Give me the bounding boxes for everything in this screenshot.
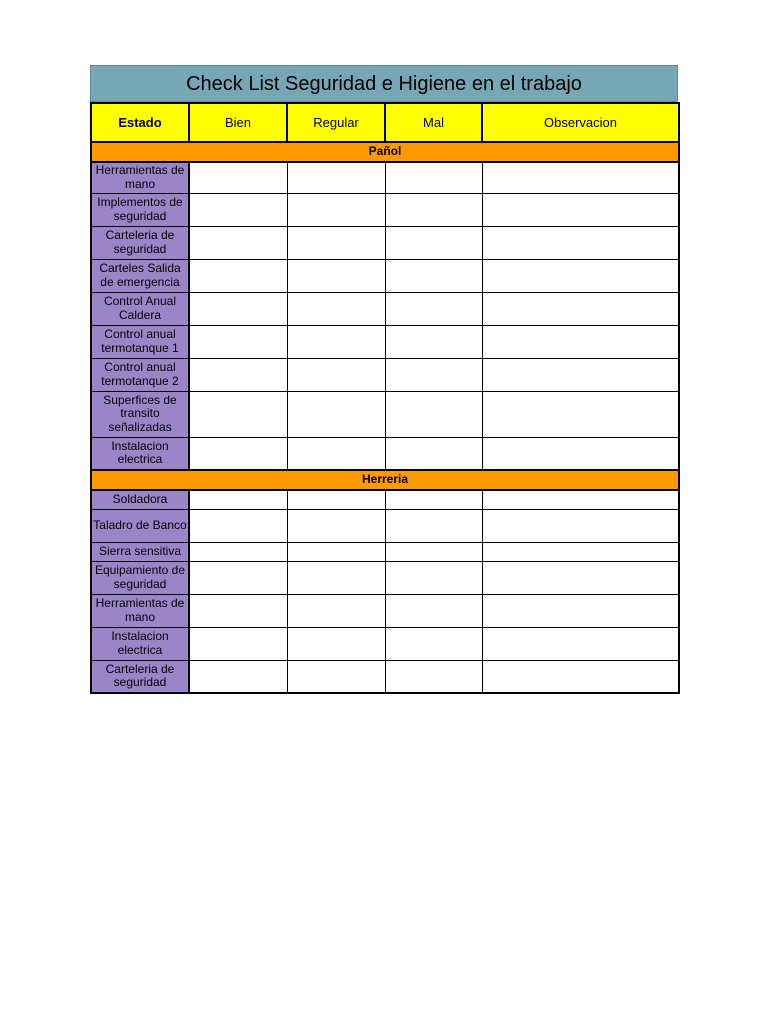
item-label: Taladro de Banco [91,509,189,542]
checklist-row [91,542,679,561]
mal-cell[interactable] [385,292,482,325]
bien-cell[interactable] [189,292,287,325]
item-label: Carteleria de seguridad [91,660,189,693]
observacion-cell[interactable] [482,509,679,542]
bien-cell[interactable] [189,325,287,358]
observacion-cell[interactable] [482,226,679,259]
bien-cell[interactable] [189,193,287,226]
mal-cell[interactable] [385,490,482,509]
bien-cell[interactable] [189,660,287,693]
regular-cell[interactable] [287,437,385,470]
checklist-row [91,490,679,509]
checklist-row [91,391,679,437]
item-label: Carteleria de seguridad [91,226,189,259]
regular-cell[interactable] [287,660,385,693]
checklist-sheet [90,65,678,694]
observacion-cell[interactable] [482,259,679,292]
mal-cell[interactable] [385,325,482,358]
observacion-cell[interactable] [482,542,679,561]
observacion-cell[interactable] [482,627,679,660]
bien-cell[interactable] [189,542,287,561]
bien-cell[interactable] [189,490,287,509]
mal-cell[interactable] [385,660,482,693]
checklist-table [90,102,680,694]
item-label: Herramientas de mano [91,594,189,627]
checklist-row [91,292,679,325]
section-row [91,470,679,490]
mal-cell[interactable] [385,627,482,660]
observacion-cell[interactable] [482,292,679,325]
observacion-cell[interactable] [482,660,679,693]
checklist-row [91,509,679,542]
section-title: Herreria [91,470,679,490]
item-label: Equipamiento de seguridad [91,561,189,594]
checklist-row [91,660,679,693]
regular-cell[interactable] [287,358,385,391]
checklist-row [91,561,679,594]
bien-cell[interactable] [189,509,287,542]
item-label: Herramientas de mano [91,162,189,193]
regular-cell[interactable] [287,226,385,259]
bien-cell[interactable] [189,391,287,437]
regular-cell[interactable] [287,325,385,358]
item-label: Control Anual Caldera [91,292,189,325]
observacion-cell[interactable] [482,358,679,391]
mal-cell[interactable] [385,594,482,627]
mal-cell[interactable] [385,193,482,226]
regular-cell[interactable] [287,509,385,542]
bien-cell[interactable] [189,162,287,193]
item-label: Superfices de transito señalizadas [91,391,189,437]
checklist-row [91,193,679,226]
header-row [91,103,679,142]
mal-cell[interactable] [385,391,482,437]
item-label: Control anual termotanque 1 [91,325,189,358]
item-label: Instalacion electrica [91,437,189,470]
checklist-row [91,627,679,660]
checklist-row [91,437,679,470]
header-bien: Bien [189,103,287,142]
mal-cell[interactable] [385,226,482,259]
mal-cell[interactable] [385,437,482,470]
observacion-cell[interactable] [482,490,679,509]
regular-cell[interactable] [287,561,385,594]
bien-cell[interactable] [189,358,287,391]
checklist-row [91,325,679,358]
mal-cell[interactable] [385,358,482,391]
regular-cell[interactable] [287,542,385,561]
observacion-cell[interactable] [482,437,679,470]
item-label: Soldadora [91,490,189,509]
checklist-row [91,259,679,292]
section-title: Pañol [91,142,679,162]
item-label: Sierra sensitiva [91,542,189,561]
item-label: Instalacion electrica [91,627,189,660]
bien-cell[interactable] [189,627,287,660]
observacion-cell[interactable] [482,391,679,437]
header-observacion: Observacion [482,103,679,142]
observacion-cell[interactable] [482,193,679,226]
checklist-row [91,162,679,193]
checklist-row [91,594,679,627]
observacion-cell[interactable] [482,561,679,594]
item-label: Control anual termotanque 2 [91,358,189,391]
regular-cell[interactable] [287,490,385,509]
regular-cell[interactable] [287,292,385,325]
bien-cell[interactable] [189,437,287,470]
observacion-cell[interactable] [482,594,679,627]
observacion-cell[interactable] [482,162,679,193]
regular-cell[interactable] [287,162,385,193]
document-title: Check List Seguridad e Higiene en el trabajo [90,65,678,102]
mal-cell[interactable] [385,162,482,193]
bien-cell[interactable] [189,259,287,292]
regular-cell[interactable] [287,594,385,627]
regular-cell[interactable] [287,391,385,437]
observacion-cell[interactable] [482,325,679,358]
bien-cell[interactable] [189,594,287,627]
item-label: Carteles Salida de emergencia [91,259,189,292]
regular-cell[interactable] [287,259,385,292]
header-estado: Estado [91,103,189,142]
item-label: Implementos de seguridad [91,193,189,226]
regular-cell[interactable] [287,193,385,226]
mal-cell[interactable] [385,259,482,292]
bien-cell[interactable] [189,561,287,594]
regular-cell[interactable] [287,627,385,660]
mal-cell[interactable] [385,509,482,542]
section-row [91,142,679,162]
checklist-row [91,226,679,259]
mal-cell[interactable] [385,542,482,561]
bien-cell[interactable] [189,226,287,259]
header-mal: Mal [385,103,482,142]
mal-cell[interactable] [385,561,482,594]
checklist-row [91,358,679,391]
header-regular: Regular [287,103,385,142]
